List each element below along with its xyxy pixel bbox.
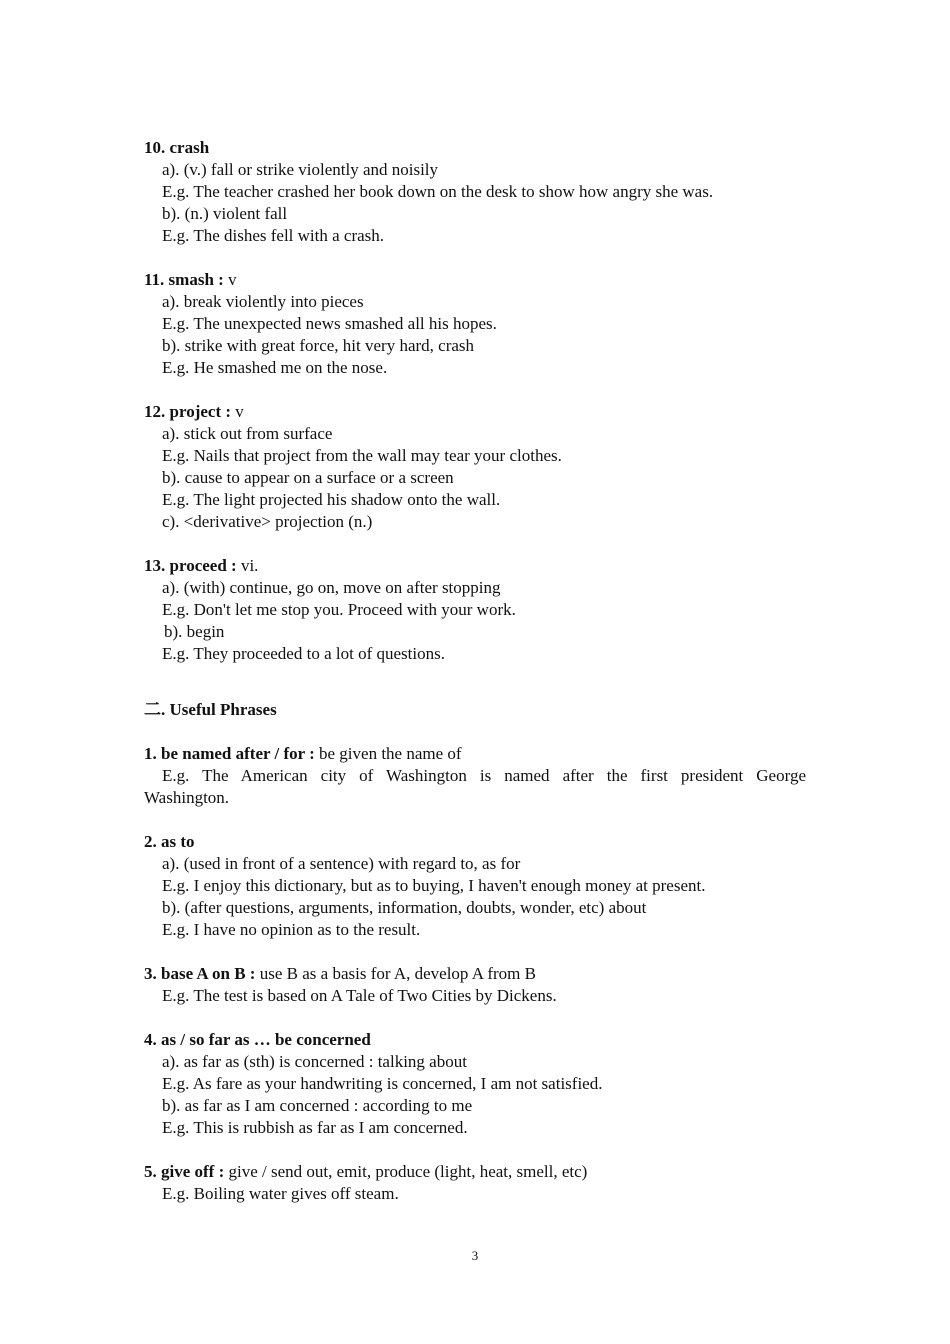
vocab-line: a). (v.) fall or strike violently and noisily <box>162 160 439 179</box>
vocab-example: E.g. The teacher crashed her book down on the desk to show how angry she was. <box>162 182 714 201</box>
vocab-heading: 10. crash <box>144 138 210 157</box>
vocab-example: E.g. The dishes fell with a crash. <box>162 226 385 245</box>
phrase-example: E.g. This is rubbish as far as I am concerned. <box>162 1118 468 1137</box>
vocab-line: a). break violently into pieces <box>162 292 364 311</box>
phrase-heading: 2. as to <box>144 832 195 851</box>
page-number: 3 <box>471 1248 479 1263</box>
phrase-example: E.g. Boiling water gives off steam. <box>162 1184 399 1203</box>
vocab-example: E.g. Nails that project from the wall may tear your clothes. <box>162 446 562 465</box>
vocab-line: b). (n.) violent fall <box>162 204 288 223</box>
section-title: 二. Useful Phrases <box>144 700 277 719</box>
vocab-line: a). stick out from surface <box>162 424 333 443</box>
phrase-heading: 4. as / so far as … be concerned <box>144 1030 371 1049</box>
vocab-example: E.g. The unexpected news smashed all his hopes. <box>162 314 497 333</box>
vocab-line: a). (with) continue, go on, move on after stopping <box>162 578 501 597</box>
phrase-example: E.g. As fare as your handwriting is concerned, I am not satisfied. <box>162 1074 603 1093</box>
phrase-heading: 5. give off : give / send out, emit, produce (light, heat, smell, etc) <box>144 1162 588 1181</box>
phrase-line: b). as far as I am concerned : according to me <box>162 1096 473 1115</box>
phrase-line: a). (used in front of a sentence) with regard to, as for <box>162 854 521 873</box>
phrase-example: E.g. I have no opinion as to the result. <box>162 920 421 939</box>
phrase-example: E.g. I enjoy this dictionary, but as to buying, I haven't enough money at present. <box>162 876 706 895</box>
phrase-heading: 1. be named after / for : be given the name of <box>144 744 462 763</box>
vocab-heading: 13. proceed : vi. <box>144 556 259 575</box>
phrase-heading: 3. base A on B : use B as a basis for A, develop A from B <box>144 964 536 983</box>
vocab-heading: 11. smash : v <box>144 270 237 289</box>
phrase-example: E.g. The American city of Washington is named after the first president George <box>162 766 806 785</box>
vocab-example: E.g. He smashed me on the nose. <box>162 358 388 377</box>
phrase-example: E.g. The test is based on A Tale of Two Cities by Dickens. <box>162 986 557 1005</box>
vocab-example: E.g. The light projected his shadow onto the wall. <box>162 490 501 509</box>
phrase-example-continued: Washington. <box>144 788 230 807</box>
phrase-line: a). as far as (sth) is concerned : talking about <box>162 1052 467 1071</box>
vocab-example: E.g. They proceeded to a lot of questions. <box>162 644 445 663</box>
phrase-line: b). (after questions, arguments, information, doubts, wonder, etc) about <box>162 898 647 917</box>
document-body <box>144 137 806 1205</box>
vocab-line: c). <derivative> projection (n.) <box>162 512 373 531</box>
vocab-example: E.g. Don't let me stop you. Proceed with your work. <box>162 600 516 619</box>
vocab-line: b). begin <box>164 622 225 641</box>
vocab-line: b). strike with great force, hit very hard, crash <box>162 336 475 355</box>
vocab-line: b). cause to appear on a surface or a screen <box>162 468 454 487</box>
vocab-heading: 12. project : v <box>144 402 244 421</box>
